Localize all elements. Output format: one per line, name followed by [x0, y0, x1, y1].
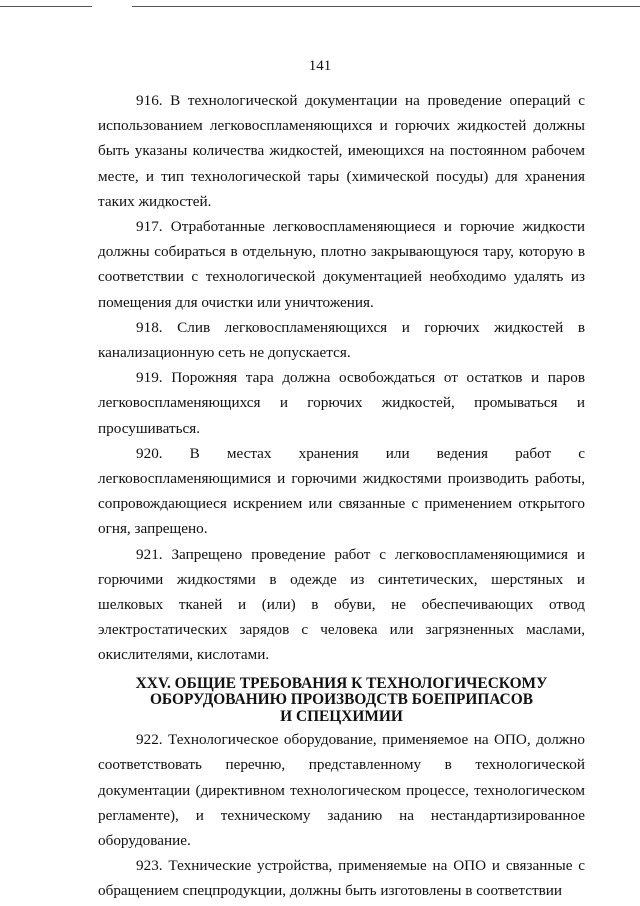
document-body: [98, 88, 585, 904]
section-heading-line-2: ОБОРУДОВАНИЮ ПРОИЗВОДСТВ БОЕПРИПАСОВ: [149, 691, 534, 709]
section-heading-line-1: XXV. ОБЩИЕ ТРЕБОВАНИЯ К ТЕХНОЛОГИЧЕСКОМУ: [135, 674, 548, 692]
paragraph-916: 916. В технологической документации на проведение операций с использованием легковоспламеняющихся и горючих жидкостей должны быть указаны количества жидкостей, имеющихся на постоянном рабочем месте, и тип технологической тары (химической посуды) для хранения таких жидкостей.: [98, 92, 585, 210]
paragraph-922: 922. Технологическое оборудование, применяемое на ОПО, должно соответствовать перечню, представленному в технологической документации (директивном технологическом процессе, технологическом регламенте), и техническому заданию на нестандартизированное оборудование.: [98, 731, 585, 849]
top-border-line-left: [0, 6, 92, 7]
paragraph-918: 918. Слив легковоспламеняющихся и горючих жидкостей в канализационную сеть не допускается.: [98, 318, 585, 362]
page-number: 141: [308, 58, 332, 74]
paragraph-920: 920. В местах хранения или ведения работ с легковоспламеняющимися и горючими жидкостями производить работы, сопровождающиеся искрением или связанные с применением открытого огня, запрещено.: [98, 444, 585, 538]
paragraph-921: 921. Запрещено проведение работ с легковоспламеняющимися и горючими жидкостями в одежде из синтетических, шерстяных и шелковых тканей и (или) в обуви, не обеспечивающих отвод электростатических зарядов с человека или загрязненных маслами, окислителями, кислотами.: [98, 545, 585, 664]
paragraph-923: 923. Технические устройства, применяемые на ОПО и связанные с обращением спецпродукции, должны быть изготовлены в соответствии: [98, 857, 585, 900]
top-border-line-right: [132, 6, 640, 7]
paragraph-919: 919. Порожняя тара должна освобождаться от остатков и паров легковоспламеняющихся и горючих жидкостей, промываться и просушиваться.: [98, 369, 585, 437]
section-heading-line-3: И СПЕЦХИМИИ: [280, 707, 403, 725]
paragraph-917: 917. Отработанные легковоспламеняющиеся и горючие жидкости должны собираться в отдельную, плотно закрывающуюся тару, которую в соответствии с технологической документацией необходимо удалять из помещения для очистки или уничтожения.: [98, 218, 585, 311]
section-heading: [98, 676, 585, 726]
